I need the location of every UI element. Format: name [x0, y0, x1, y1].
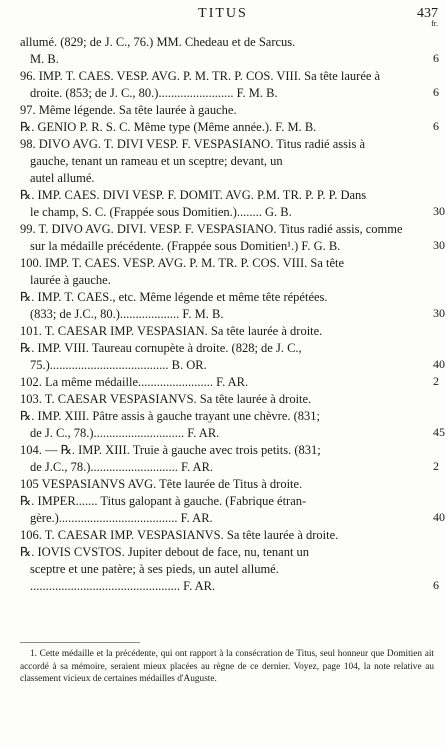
- catalog-entry: [20, 340, 445, 374]
- entry-line: 102. La même médaille........................ F. AR.: [20, 375, 249, 389]
- entry-line: droite. (853; de J. C., 80.)........................ F. M. B.: [30, 86, 278, 100]
- catalog-entry: [20, 323, 400, 340]
- entry-line: 99. T. DIVO AVG. DIVI. VESP. F. VESPASIANO. Titus radié assis, comme: [20, 222, 403, 236]
- entry-line: autel allumé.: [30, 171, 95, 185]
- catalog-entry: [20, 408, 445, 442]
- entry-line: 100. IMP. T. CAES. VESP. AVG. P. M. TR. P. COS. VIII. Sa tête: [20, 256, 345, 270]
- catalog-entry: [20, 544, 439, 595]
- entry-price: 30: [433, 306, 445, 320]
- catalog-entry: [20, 255, 400, 289]
- catalog-entry: [20, 34, 439, 68]
- entry-price: 6: [433, 85, 439, 99]
- entry-line: ℞. IMP. CAES. DIVI VESP. F. DOMIT. AVG. P.M. TR. P. P. P. Dans: [20, 188, 367, 202]
- catalog-entry: [20, 391, 400, 408]
- entry-price: 6: [433, 119, 439, 133]
- currency-label: fr.: [431, 19, 438, 28]
- page-number: 437: [417, 6, 438, 21]
- entry-price: 40: [433, 510, 445, 524]
- catalog-entries: [20, 34, 445, 595]
- catalog-entry: [20, 136, 400, 187]
- entry-price: 2: [433, 374, 439, 388]
- entry-line: laurée à gauche.: [30, 273, 111, 287]
- entry-line: 97. Même légende. Sa tête laurée à gauche.: [20, 103, 237, 117]
- catalog-entry: [20, 68, 439, 102]
- entry-line: ℞. IMP. T. CAES., etc. Même légende et même tête répétées.: [20, 290, 328, 304]
- page-header: [0, 6, 446, 22]
- entry-line: sceptre et une patère; à ses pieds, un autel allumé.: [30, 562, 279, 576]
- footnote: 1. Cette médaille et la précédente, qui ont rapport à la consécration de Titus, seul honneur que Domitien ait accordé à sa mémoire, seraient mieux placées au règne de ce dernier. Voyez, page 104, la note relative au classement vicieux de certaines médailles d'Auguste.: [20, 649, 434, 684]
- footnote-rule: [20, 642, 140, 643]
- entry-line: gauche, tenant un rameau et un sceptre; devant, un: [30, 154, 283, 168]
- catalog-entry: [20, 374, 439, 391]
- entry-line: ℞. IMP. XIII. Pâtre assis à gauche trayant une chèvre. (831;: [20, 409, 320, 423]
- entry-line: ℞. GENIO P. R. S. C. Même type (Même année.). F. M. B.: [20, 120, 317, 134]
- entry-price: 30: [433, 204, 445, 218]
- entry-line: ℞. IMPER....... Titus galopant à gauche. (Fabrique étran-: [20, 494, 307, 508]
- entry-line: ℞. IOVIS CVSTOS. Jupiter debout de face, nu, tenant un: [20, 545, 310, 559]
- catalog-entry: [20, 442, 439, 476]
- entry-line: de J. C., 78.)............................. F. AR.: [30, 426, 220, 440]
- entry-line: 96. IMP. T. CAES. VESP. AVG. P. M. TR. P. COS. VIII. Sa tête laurée à: [20, 69, 381, 83]
- entry-line: le champ, S. C. (Frappée sous Domitien.)........ G. B.: [30, 205, 292, 219]
- entry-line: 104. — ℞. IMP. XIII. Truie à gauche avec trois petits. (831;: [20, 443, 321, 457]
- entry-line: 98. DIVO AVG. T. DIVI VESP. F. VESPASIANO. Titus radié assis à: [20, 137, 366, 151]
- running-title: TITUS: [198, 6, 248, 21]
- entry-line: 75.)...................................... B. OR.: [30, 358, 207, 372]
- entry-line: M. B.: [30, 52, 59, 66]
- entry-line: allumé. (829; de J. C., 76.) MM. Chedeau et de Sarcus.: [20, 35, 296, 49]
- catalog-entry: [20, 527, 400, 544]
- entry-line: sur la médaille précédente. (Frappée sous Domitien¹.) F. G. B.: [30, 239, 341, 253]
- entry-line: gère.)...................................... F. AR.: [30, 511, 213, 525]
- entry-price: 6: [433, 51, 439, 65]
- catalog-entry: [20, 119, 439, 136]
- entry-line: ................................................ F. AR.: [30, 579, 216, 593]
- entry-price: 45: [433, 425, 445, 439]
- entry-line: 105 VESPASIANVS AVG. Tête laurée de Titus à droite.: [20, 477, 303, 491]
- entry-price: 6: [433, 578, 439, 592]
- entry-price: 30: [433, 238, 445, 252]
- catalog-entry: [20, 289, 445, 323]
- catalog-entry: [20, 187, 445, 221]
- entry-line: de J.C., 78.)............................ F. AR.: [30, 460, 214, 474]
- catalog-entry: [20, 493, 445, 527]
- entry-price: 40: [433, 357, 445, 371]
- catalog-entry: [20, 221, 445, 255]
- catalog-entry: [20, 476, 400, 493]
- entry-line: 101. T. CAESAR IMP. VESPASIAN. Sa tête laurée à droite.: [20, 324, 323, 338]
- entry-line: ℞. IMP. VIII. Taureau cornupète à droite. (828; de J. C.,: [20, 341, 302, 355]
- entry-line: (833; de J.C., 80.)................... F. M. B.: [30, 307, 224, 321]
- entry-line: 106. T. CAESAR IMP. VESPASIANVS. Sa tête laurée à droite.: [20, 528, 339, 542]
- entry-line: 103. T. CAESAR VESPASIANVS. Sa tête laurée à droite.: [20, 392, 312, 406]
- entry-price: 2: [433, 459, 439, 473]
- catalog-entry: [20, 102, 400, 119]
